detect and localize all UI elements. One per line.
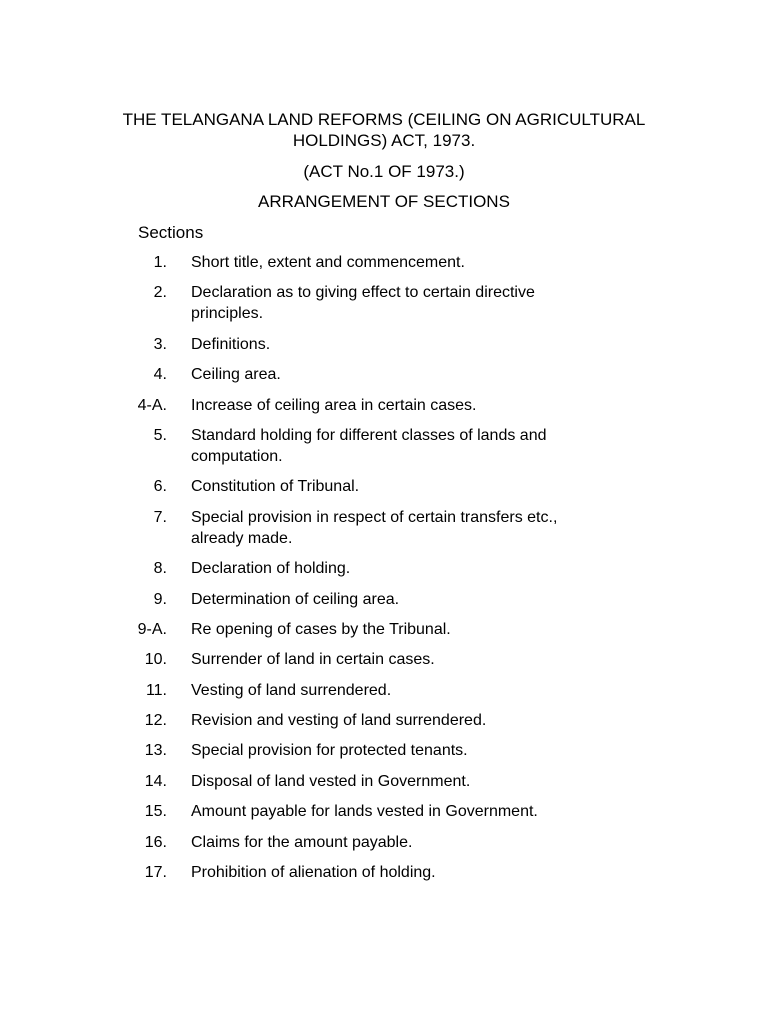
section-title: Special provision for protected tenants. <box>191 742 468 760</box>
section-number: 6. <box>153 478 167 496</box>
section-title: Amount payable for lands vested in Government. <box>191 803 538 821</box>
section-item <box>0 558 768 579</box>
section-item <box>0 862 768 883</box>
section-number: 13. <box>144 742 167 760</box>
section-number: 9-A. <box>137 620 167 638</box>
section-item <box>0 425 768 467</box>
section-title: Disposal of land vested in Government. <box>191 772 471 790</box>
section-item <box>0 252 768 273</box>
act-number: (ACT No.1 OF 1973.) <box>303 162 465 181</box>
section-title: Constitution of Tribunal. <box>191 478 360 496</box>
section-number: 15. <box>144 803 167 821</box>
section-number: 3. <box>153 335 167 353</box>
section-number: 12. <box>144 712 167 730</box>
section-title: Short title, extent and commencement. <box>191 254 465 271</box>
section-title: Vesting of land surrendered. <box>191 681 392 699</box>
section-number: 9. <box>153 590 167 608</box>
section-item <box>0 282 768 324</box>
section-item <box>0 801 768 822</box>
act-title: THE TELANGANA LAND REFORMS (CEILING ON AGRICULTURAL HOLDINGS) ACT, 1973. <box>122 110 646 150</box>
section-title: Declaration of holding. <box>191 560 351 578</box>
section-number: 1. <box>153 254 167 271</box>
section-number: 5. <box>153 426 167 444</box>
section-title: Ceiling area. <box>191 366 281 384</box>
sections-list <box>0 252 768 892</box>
section-item <box>0 740 768 761</box>
section-number: 14. <box>144 772 167 790</box>
section-item <box>0 334 768 355</box>
section-number: 17. <box>144 864 167 882</box>
section-item <box>0 832 768 853</box>
section-number: 4. <box>153 366 167 384</box>
section-item <box>0 619 768 640</box>
section-item <box>0 589 768 610</box>
section-title: Claims for the amount payable. <box>191 833 413 851</box>
section-number: 4-A. <box>137 396 167 414</box>
sections-label: Sections <box>138 223 204 242</box>
section-number: 7. <box>153 508 167 526</box>
section-item <box>0 507 768 549</box>
section-item <box>0 771 768 792</box>
section-item <box>0 710 768 731</box>
section-number: 11. <box>145 681 167 699</box>
section-item <box>0 476 768 497</box>
section-title: Increase of ceiling area in certain cases. <box>191 396 477 414</box>
section-item <box>0 680 768 701</box>
section-number: 10. <box>144 651 167 669</box>
section-title: Definitions. <box>191 335 271 353</box>
section-item <box>0 364 768 385</box>
section-title: Declaration as to giving effect to certain directive principles. <box>191 284 535 323</box>
section-title: Surrender of land in certain cases. <box>191 651 435 669</box>
section-title: Standard holding for different classes of lands and computation. <box>191 426 547 465</box>
section-title: Prohibition of alienation of holding. <box>191 864 436 882</box>
section-number: 8. <box>153 560 167 578</box>
section-number: 16. <box>144 833 167 851</box>
section-item <box>0 395 768 416</box>
section-item <box>0 649 768 670</box>
arrangement-heading: ARRANGEMENT OF SECTIONS <box>258 192 510 211</box>
section-title: Special provision in respect of certain transfers etc., already made. <box>191 508 558 547</box>
section-title: Re opening of cases by the Tribunal. <box>191 620 451 638</box>
section-number: 2. <box>153 284 167 302</box>
section-title: Determination of ceiling area. <box>191 590 400 608</box>
section-title: Revision and vesting of land surrendered. <box>191 712 487 730</box>
